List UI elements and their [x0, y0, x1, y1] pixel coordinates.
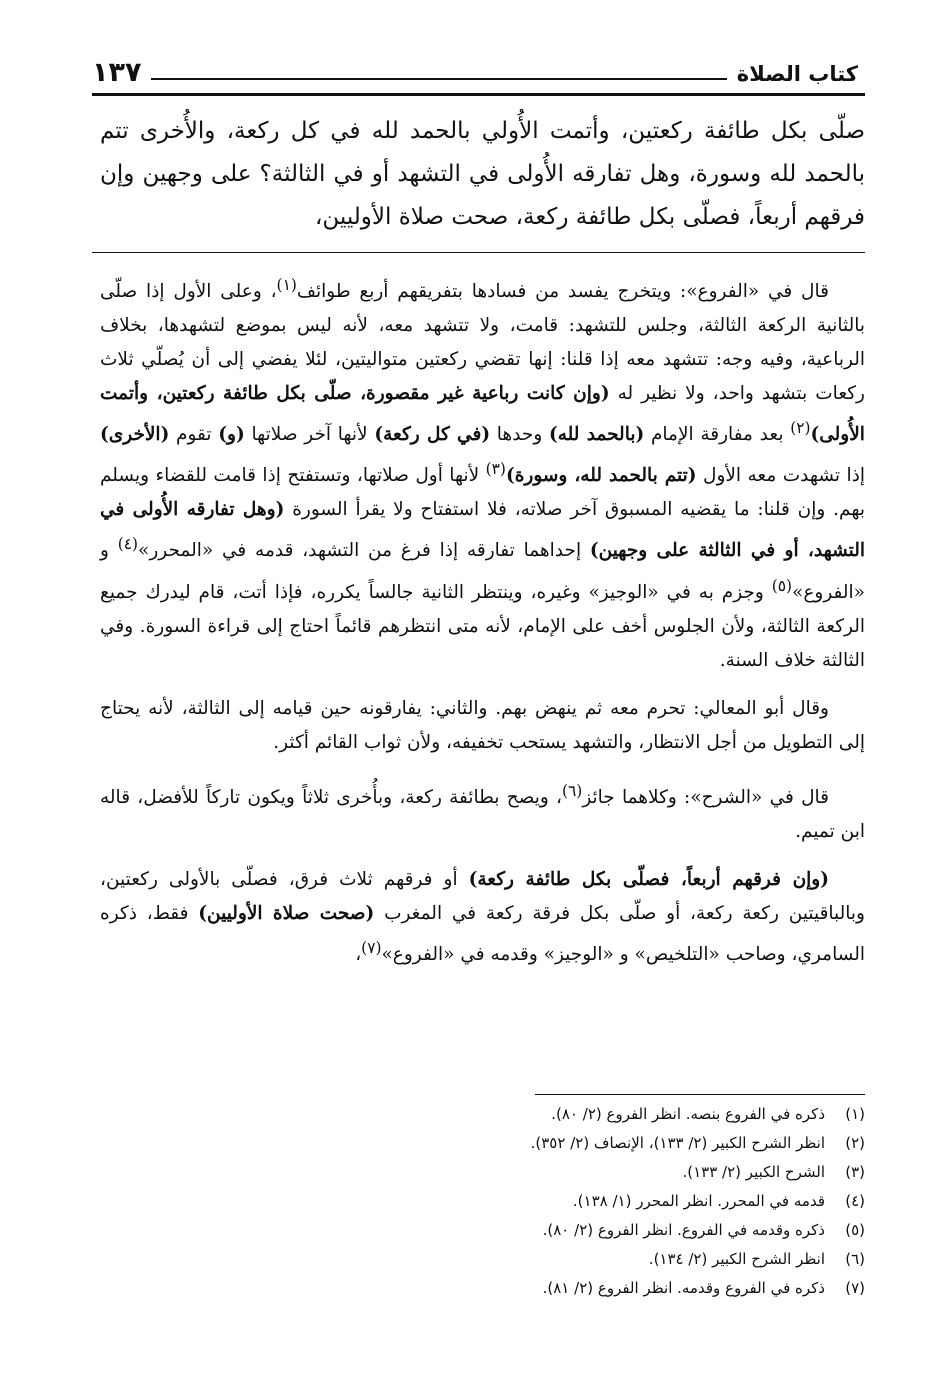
footnote-number: (٥) [845, 1221, 865, 1239]
commentary-paragraph-1 [100, 268, 865, 678]
footnote-number: (٣) [845, 1163, 865, 1181]
commentary-paragraph-4 [100, 863, 865, 972]
matn-quote: (تتم بالحمد لله، وسورة) [505, 465, 697, 487]
text-run: إذا تشهدت معه الأول [703, 465, 865, 487]
matn-text-block [100, 110, 865, 239]
matn-quote: (صحت صلاة الأوليين) [198, 902, 375, 924]
commentary-paragraph-2: وقال أبو المعالي: تحرم معه ثم ينهض بهم. والثاني: يفارقونه حين قيامه إلى الثالثة، لأنه يحتاج إلى التطويل من أجل الانتظار، والتشهد يستحب تخفيفه، ولأن ثواب القائم أكثر. [100, 697, 865, 753]
footnote-text: ذكره في الفروع بنصه. انظر الفروع (٢/ ٨٠). [551, 1105, 825, 1123]
text-run: أو فرقهم ثلاث فرق، فصلّى بالأولى ركعتين، وبالباقيتين ركعة ركعة، أو صلّى بكل فرقة ركعة في المغرب [100, 868, 865, 924]
footnote-ref-2[interactable]: (٢) [790, 419, 811, 438]
footnote-number: (٢) [845, 1134, 865, 1152]
matn-quote: (في كل ركعة) [374, 424, 491, 446]
footnote-item [100, 1100, 865, 1129]
text-run: ، ويصح بطائفة ركعة، وبأُخرى ثلاثاً ويكون تاركاً للأفضل، قاله ابن تميم. [100, 786, 865, 842]
matn-quote: (وإن كانت رباعية غير مقصورة، صلّى بكل طائفة ركعتين، وأتمت الأُولى) [100, 383, 865, 446]
matn-quote: (وإن فرقهم أربعاً، فصلّى بكل طائفة ركعة) [468, 868, 829, 890]
text-run: فقط، ذكره السامري، وصاحب «التلخيص» و «الوجيز» وقدمه في «الفروع» [100, 902, 865, 966]
matn-quote: (الأخرى) [100, 424, 170, 446]
page-number: ١٣٧ [92, 57, 142, 88]
footnote-item [100, 1216, 865, 1245]
text-run: ، وعلى الأول إذا صلّى بالثانية الركعة الثالثة، وجلس للتشهد: قامت، ولا تتشهد معه، لأنه ليس بموضع لتشهدها، بخلاف الرباعية، وفيه وجه: تتشهد معه إذا قلنا: إنها تقضي ركعتين متواليتين، لئلا يفضي إلى أن يُصلّي ثلاث ركعات بتشهد واحد، ولا نظير له [100, 281, 865, 405]
footnote-number: (٦) [845, 1250, 865, 1268]
text-run: و «الفروع» [100, 540, 865, 603]
text-run: إحداهما تفارقه إذا فرغ من التشهد، قدمه في «المحرر» [138, 540, 582, 562]
footnote-item [100, 1129, 865, 1158]
text-run: لأنها أول صلاتها، وتستفتح إذا قامت للقضاء ويسلم بهم. وإن قلنا: ما يقضيه المسبوق آخر صلاته، فلا استفتاح ولا يقرأ السورة [100, 465, 865, 521]
matn-quote: (بالحمد لله) [549, 424, 645, 446]
header-rule [151, 78, 726, 80]
footnote-text: انظر الشرح الكبير (٢/ ١٣٤). [648, 1250, 825, 1268]
footnotes-list [100, 1100, 865, 1303]
text-run: بعد مفارقة الإمام [650, 424, 784, 446]
footnote-item [100, 1274, 865, 1303]
matn-quote: (وهل تفارقه الأُولى في التشهد، أو في الثالثة على وجهين) [100, 499, 865, 562]
footnote-ref-7[interactable]: (٧) [361, 938, 382, 957]
footnote-ref-4[interactable]: (٤) [117, 535, 139, 554]
footnote-number: (١) [845, 1105, 865, 1123]
footnote-ref-1[interactable]: (١) [276, 276, 297, 294]
footnote-number: (٧) [845, 1279, 865, 1297]
footnote-text: انظر الشرح الكبير (٢/ ١٣٣)، الإنصاف (٢/ ٣٥٢). [530, 1134, 825, 1152]
text-run: تقوم [176, 424, 212, 446]
footnote-ref-5[interactable]: (٥) [771, 576, 793, 595]
footnote-text: ذكره في الفروع وقدمه. انظر الفروع (٢/ ٨١). [542, 1279, 825, 1297]
footnote-item [100, 1187, 865, 1216]
footnote-item [100, 1245, 865, 1274]
footnote-text: قدمه في المحرر. انظر المحرر (١/ ١٣٨). [572, 1192, 825, 1210]
header-underline [92, 93, 865, 96]
text-run: وحدها [496, 424, 543, 446]
running-header [92, 52, 858, 92]
footnote-ref-3[interactable]: (٣) [485, 460, 506, 479]
text-run: قال في «الفروع»: ويتخرج يفسد من فسادها بتفريقهم أربع طوائف [296, 281, 829, 303]
commentary-paragraph-3 [100, 774, 865, 849]
text-run: قال في «الشرح»: وكلاهما جائز [582, 786, 829, 808]
text-run: لأنها آخر صلاتها [251, 424, 368, 446]
footnote-separator [535, 1094, 865, 1095]
footnote-number: (٤) [845, 1192, 865, 1210]
footnote-item [100, 1158, 865, 1187]
matn-quote: (و) [218, 424, 245, 446]
footnote-text: الشرح الكبير (٢/ ١٣٣). [682, 1163, 825, 1181]
commentary-block [100, 268, 865, 986]
matn-separator [92, 252, 865, 253]
footnote-text: ذكره وقدمه في الفروع. انظر الفروع (٢/ ٨٠). [542, 1221, 825, 1239]
footnote-ref-6[interactable]: (٦) [562, 781, 583, 800]
book-title: كتاب الصلاة [736, 62, 858, 86]
text-run: وجزم به في «الوجيز» وغيره، وينتظر الثانية جالساً يكرره، فإذا أتت، قام ليدرك جميع الركعة الثالثة، ولأن الجلوس أخف على الإمام، لأنه متى انتظرهم قائماً احتاج إلى قراءة السورة. وفي الثالثة خلاف السنة. [100, 581, 865, 671]
text-run: ، [355, 944, 362, 966]
matn-paragraph: صلّى بكل طائفة ركعتين، وأتمت الأُولي بالحمد لله في كل ركعة، والأُخرى تتم بالحمد لله وسورة، وهل تفارقه الأُولى في التشهد أو في الثالثة؟ على وجهين وإن فرقهم أربعاً، فصلّى بكل طائفة ركعة، صحت صلاة الأوليين، [100, 118, 865, 230]
